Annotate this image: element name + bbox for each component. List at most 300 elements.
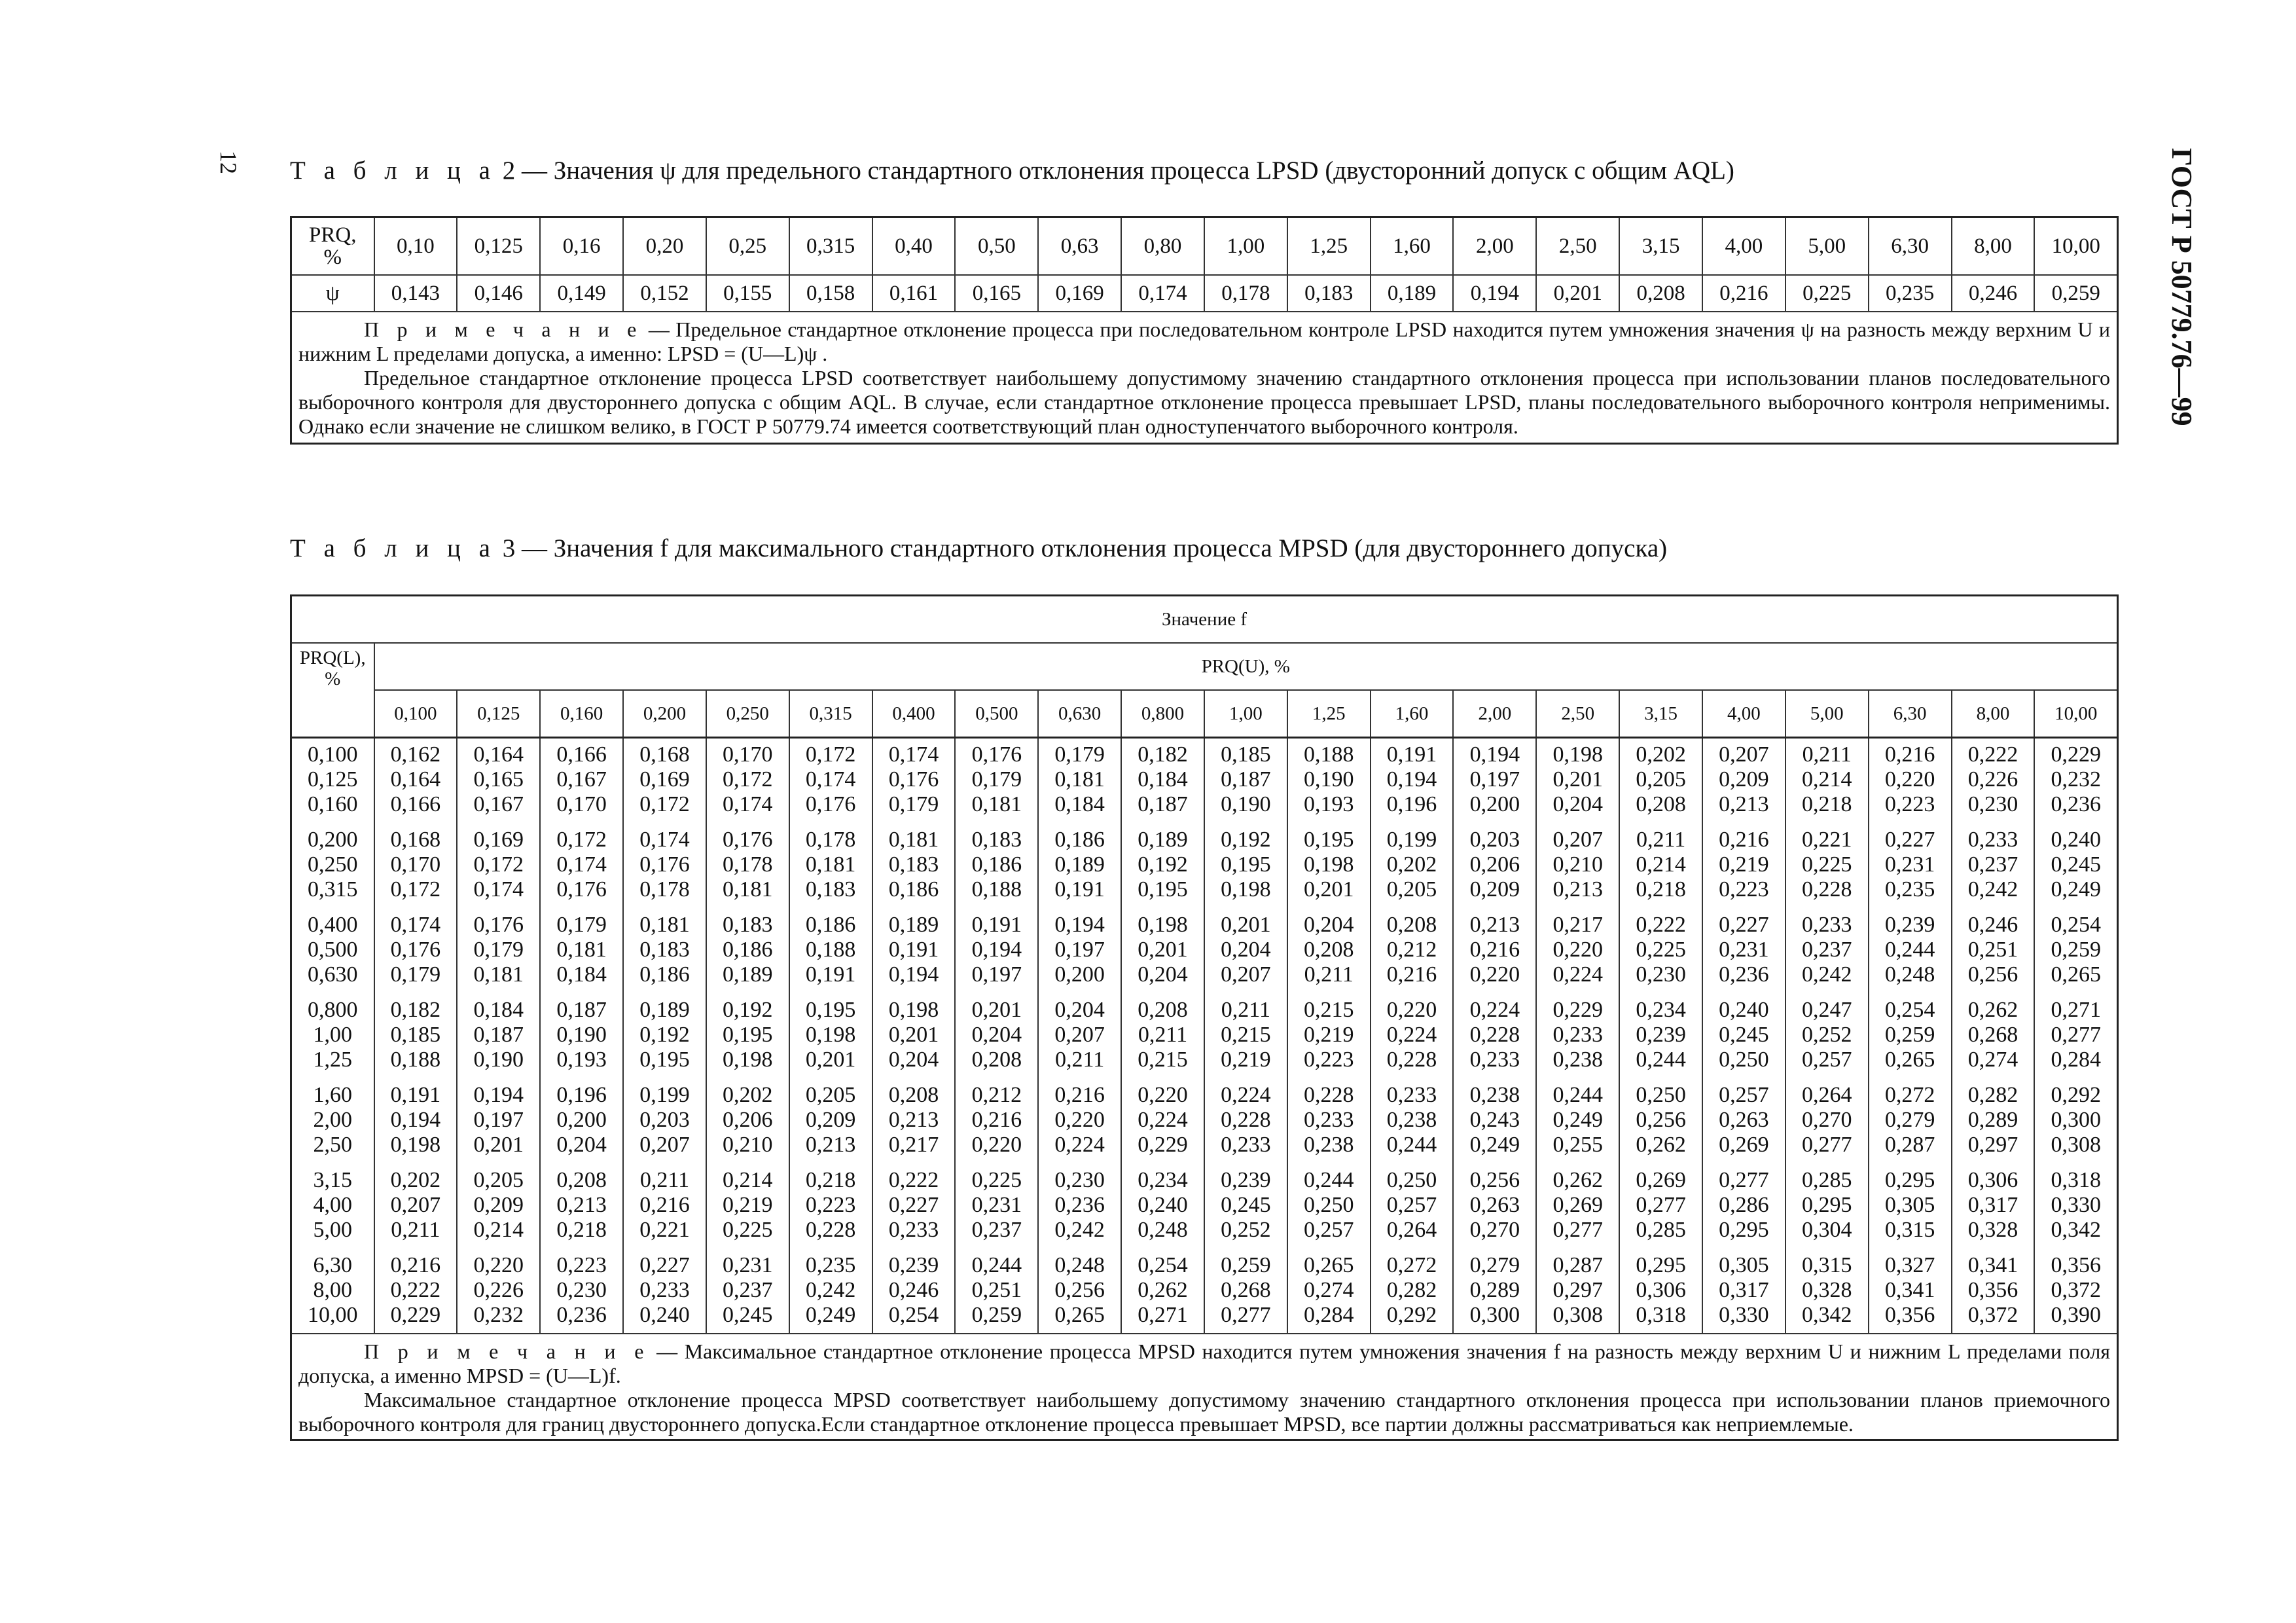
table3-value-cell	[1453, 993, 1536, 1078]
table3-value: 0,211	[1802, 742, 1852, 767]
table3-value-cell	[623, 993, 706, 1078]
table3-value: 0,167	[473, 792, 524, 816]
table3-value: 0,256	[1636, 1108, 1686, 1132]
table3-value-cell	[1371, 1248, 1454, 1334]
table3-prq-label: 0,315	[308, 877, 358, 902]
table3-value: 0,219	[1719, 852, 1769, 877]
table3-value: 0,200	[556, 1108, 607, 1132]
table3-value: 0,213	[805, 1133, 856, 1157]
table3-prq-label: 0,160	[308, 792, 358, 816]
table3-col-cell: 1,25	[1287, 690, 1371, 738]
table3-value-cell	[2034, 822, 2117, 907]
table3-value: 0,285	[1802, 1168, 1852, 1192]
table3-value: 0,289	[1967, 1108, 2018, 1132]
table3-value: 0,231	[1719, 938, 1769, 962]
table3-value: 0,186	[723, 938, 773, 962]
table3-caption-text: 3 — Значения f для максимального стандартного отклонения процесса MPSD (для двустороннего допуска)	[496, 534, 1668, 562]
table3-value: 0,274	[1967, 1048, 2018, 1072]
table3-value: 0,195	[1138, 877, 1188, 902]
table3-value: 0,229	[1138, 1133, 1188, 1157]
table3-value: 0,174	[639, 828, 690, 852]
table3-value-cell	[706, 1078, 789, 1163]
table3-value: 0,216	[639, 1193, 690, 1217]
table3-value: 0,214	[1802, 767, 1852, 792]
table3-value-cell	[1287, 1078, 1371, 1163]
table3-value: 0,356	[1967, 1278, 2018, 1302]
table3-value: 0,198	[390, 1133, 441, 1157]
table3-value: 0,216	[971, 1108, 1022, 1132]
table3-value: 0,189	[1054, 852, 1105, 877]
table3-value-cell	[955, 822, 1038, 907]
table3-value: 0,172	[723, 767, 773, 792]
table3-value-cell	[1619, 1163, 1702, 1248]
table3-value: 0,238	[1303, 1133, 1354, 1157]
table3-value: 0,230	[1054, 1168, 1105, 1192]
table2-caption	[290, 156, 1734, 185]
table3-value: 0,262	[1552, 1168, 1603, 1192]
table3-value: 0,219	[723, 1193, 773, 1217]
table3-value: 0,224	[1552, 962, 1603, 987]
table3-value: 0,231	[1884, 852, 1935, 877]
table2-psi-cell: 0,178	[1204, 275, 1287, 312]
table3-value-cell	[706, 1163, 789, 1248]
table3-value: 0,250	[1719, 1048, 1769, 1072]
table3-value: 0,224	[1221, 1083, 1271, 1107]
table2-prq-cell: 1,60	[1371, 217, 1454, 276]
table3-value-cell	[1453, 822, 1536, 907]
table3-prq-label-cell	[291, 1248, 374, 1334]
table3-value: 0,221	[639, 1218, 690, 1242]
table3-value-cell	[2034, 993, 2117, 1078]
table3-value-cell	[1536, 1163, 1619, 1248]
table3-value: 0,222	[1967, 742, 2018, 767]
table3-value-cell	[1702, 1248, 1785, 1334]
table3-value: 0,211	[1055, 1048, 1105, 1072]
table3-value-cell	[872, 907, 956, 993]
table3-value: 0,197	[1054, 938, 1105, 962]
table3-value: 0,243	[1469, 1108, 1520, 1132]
table3-value: 0,229	[1552, 998, 1603, 1022]
table3-value: 0,207	[1552, 828, 1603, 852]
table3-value: 0,208	[556, 1168, 607, 1192]
table3-value: 0,220	[1386, 998, 1437, 1022]
table3-value: 0,170	[390, 852, 441, 877]
table3-col-cell: 0,160	[540, 690, 623, 738]
table3-value-cell	[706, 822, 789, 907]
table3-value: 0,176	[639, 852, 690, 877]
table3-value-cell	[623, 1248, 706, 1334]
table3-value-cell	[1121, 822, 1204, 907]
table3-value: 0,196	[556, 1083, 607, 1107]
table3-row-group	[291, 1078, 2118, 1163]
table3-value: 0,228	[1303, 1083, 1354, 1107]
table3-value: 0,168	[390, 828, 441, 852]
table3-value: 0,194	[888, 962, 939, 987]
table3-value: 0,170	[723, 742, 773, 767]
table3-value: 0,184	[556, 962, 607, 987]
table3-col-header: PRQ(U), %	[374, 643, 2118, 690]
table3-value: 0,254	[888, 1303, 939, 1327]
table3-value-cell	[955, 738, 1038, 823]
table3-value: 0,223	[556, 1253, 607, 1277]
table3-value-cell	[789, 1248, 872, 1334]
table3-row-group	[291, 738, 2118, 823]
table3-value: 0,208	[1636, 792, 1686, 816]
table3-value: 0,256	[1469, 1168, 1520, 1192]
table3-value-cell	[872, 1078, 956, 1163]
table3-value: 0,195	[1303, 828, 1354, 852]
table2-psi-cell: 0,143	[374, 275, 457, 312]
table3-value: 0,190	[1221, 792, 1271, 816]
table3-value: 0,169	[639, 767, 690, 792]
table3-value-cell	[1287, 993, 1371, 1078]
table3-value: 0,341	[1967, 1253, 2018, 1277]
table3-row-group-line	[291, 1163, 2118, 1248]
table3-value-cell	[540, 1163, 623, 1248]
table3-value-cell	[1785, 822, 1869, 907]
table3-value: 0,215	[1221, 1023, 1271, 1047]
table3-value: 0,192	[723, 998, 773, 1022]
table3-value: 0,295	[1802, 1193, 1852, 1217]
table3-value: 0,176	[723, 828, 773, 852]
table3-value: 0,187	[473, 1023, 524, 1047]
table3-value: 0,265	[1303, 1253, 1354, 1277]
table3-prq-label: 0,630	[308, 962, 358, 987]
table3-value: 0,201	[1303, 877, 1354, 902]
table3-value: 0,249	[1552, 1108, 1603, 1132]
table3-value: 0,252	[1802, 1023, 1852, 1047]
table3-value: 0,227	[639, 1253, 690, 1277]
table3-value: 0,257	[1719, 1083, 1769, 1107]
table3-value-cell	[540, 1078, 623, 1163]
table3-value: 0,176	[473, 913, 524, 937]
table3-value: 0,206	[723, 1108, 773, 1132]
table3-value: 0,256	[1054, 1278, 1105, 1302]
table3-value-cell	[872, 1248, 956, 1334]
table3-col-cell: 6,30	[1869, 690, 1952, 738]
table3-value: 0,203	[639, 1108, 690, 1132]
table3-value-cell	[457, 993, 540, 1078]
table3-value: 0,204	[556, 1133, 607, 1157]
table3-value: 0,277	[1802, 1133, 1852, 1157]
table3-value: 0,287	[1552, 1253, 1603, 1277]
table3-value: 0,262	[1636, 1133, 1686, 1157]
table3-value: 0,190	[556, 1023, 607, 1047]
table3-value: 0,192	[1138, 852, 1188, 877]
table3-value: 0,197	[473, 1108, 524, 1132]
table3-value-cell	[374, 1248, 457, 1334]
table3-value-cell	[789, 738, 872, 823]
table3-value: 0,172	[805, 742, 856, 767]
table3-value: 0,208	[1386, 913, 1437, 937]
table2-prq-cell: 6,30	[1869, 217, 1952, 276]
table3-value: 0,239	[888, 1253, 939, 1277]
table3-value: 0,218	[1636, 877, 1686, 902]
table3-prq-label: 10,00	[308, 1303, 358, 1327]
table3-value: 0,247	[1802, 998, 1852, 1022]
table2-prq-cell: 0,16	[540, 217, 623, 276]
table3-value: 0,183	[805, 877, 856, 902]
table3-value: 0,174	[473, 877, 524, 902]
table3-value: 0,181	[1054, 767, 1105, 792]
table3-value: 0,237	[723, 1278, 773, 1302]
table3-value-cell	[955, 907, 1038, 993]
table3-value-cell	[789, 993, 872, 1078]
table3-value-cell	[1952, 1248, 2035, 1334]
table3-note	[291, 1334, 2118, 1440]
table3-value: 0,330	[2051, 1193, 2101, 1217]
table3-value: 0,181	[805, 852, 856, 877]
table3-prq-label: 5,00	[313, 1218, 352, 1242]
table3-value: 0,191	[971, 913, 1022, 937]
table3-row-group-line	[291, 1248, 2118, 1334]
table3-value: 0,186	[888, 877, 939, 902]
table3-value: 0,183	[971, 828, 1022, 852]
table3-value: 0,216	[1386, 962, 1437, 987]
table3-value-cell	[1038, 993, 1121, 1078]
table3-value-cell	[789, 1163, 872, 1248]
table3-value-header: Значение f	[291, 596, 2118, 644]
table3-value-cell	[1619, 1248, 1702, 1334]
table3-value: 0,227	[888, 1193, 939, 1217]
table3-value-cell	[1619, 1078, 1702, 1163]
table3-value-cell	[872, 738, 956, 823]
table2-prq-cell: 0,10	[374, 217, 457, 276]
table3-value: 0,179	[888, 792, 939, 816]
table3-value: 0,223	[805, 1193, 856, 1217]
table3-value-cell	[1204, 1248, 1287, 1334]
table3-value: 0,220	[1469, 962, 1520, 987]
table2-psi-cell: 0,194	[1453, 275, 1536, 312]
table3-prq-label: 0,125	[308, 767, 358, 792]
table3-value: 0,187	[1221, 767, 1271, 792]
table3-value: 0,233	[1552, 1023, 1603, 1047]
table3-value-cell	[1619, 822, 1702, 907]
table3-value: 0,221	[1802, 828, 1852, 852]
table3-value-cell	[955, 1248, 1038, 1334]
table3-prq-label: 3,15	[313, 1168, 352, 1192]
table2-note-p1: — Предельное стандартное отклонение процесса при последовательном контроле LPSD находится путем умножения значения ψ на разность между верхним U и нижним L пределами допуска, а именно: LPSD = (U—L)ψ .	[298, 318, 2110, 365]
table3-value-cell	[2034, 907, 2117, 993]
table3-value-cell	[1869, 993, 1952, 1078]
table3-value: 0,182	[390, 998, 441, 1022]
table3-value: 0,244	[1552, 1083, 1603, 1107]
table3-value: 0,204	[1221, 938, 1271, 962]
table3-value-cell	[374, 822, 457, 907]
table3-caption-prefix: Т а б л и ц а	[290, 534, 496, 562]
table3-value: 0,233	[1967, 828, 2018, 852]
table3-value: 0,189	[1138, 828, 1188, 852]
table3-value: 0,213	[1469, 913, 1520, 937]
table3-value: 0,168	[639, 742, 690, 767]
table3-value-cell	[1702, 822, 1785, 907]
table3-value: 0,198	[1552, 742, 1603, 767]
table3-value: 0,268	[1221, 1278, 1271, 1302]
table3-prq-label: 4,00	[313, 1193, 352, 1217]
table3-value: 0,236	[2051, 792, 2101, 816]
table3-value: 0,217	[1552, 913, 1603, 937]
table3-value-cell	[1038, 1248, 1121, 1334]
table3-value: 0,390	[2051, 1303, 2101, 1327]
table3-value: 0,204	[971, 1023, 1022, 1047]
table3-value: 0,179	[390, 962, 441, 987]
table3-prq-label: 0,500	[308, 938, 358, 962]
table3-value: 0,189	[723, 962, 773, 987]
table3-value-cell	[374, 738, 457, 823]
table3-value: 0,217	[888, 1133, 939, 1157]
table3-value: 0,193	[556, 1048, 607, 1072]
table3-value-cell	[955, 1163, 1038, 1248]
table3-value: 0,202	[723, 1083, 773, 1107]
table2-prq-cell: 0,63	[1038, 217, 1121, 276]
table3-value-cell	[1204, 1078, 1287, 1163]
table3-value: 0,249	[2051, 877, 2101, 902]
table3-value: 0,237	[1802, 938, 1852, 962]
table3-value-cell	[1869, 907, 1952, 993]
table3-value: 0,295	[1719, 1218, 1769, 1242]
table3-value: 0,201	[1138, 938, 1188, 962]
table3-prq-label: 0,800	[308, 998, 358, 1022]
table3-value-cell	[457, 1163, 540, 1248]
table3-value: 0,246	[888, 1278, 939, 1302]
table3-value-cell	[1785, 738, 1869, 823]
table3-value: 0,289	[1469, 1278, 1520, 1302]
table2-prq-cell: 0,40	[872, 217, 956, 276]
table3-value: 0,197	[1469, 767, 1520, 792]
table2-note-word: П р и м е ч а н и е	[364, 318, 643, 341]
table3-value: 0,277	[2051, 1023, 2101, 1047]
table3-value: 0,188	[390, 1048, 441, 1072]
table3-prq-label: 1,25	[313, 1048, 352, 1072]
table3-value: 0,254	[1138, 1253, 1188, 1277]
table3-value: 0,198	[723, 1048, 773, 1072]
table3-col-cell: 0,125	[457, 690, 540, 738]
table3-value: 0,208	[971, 1048, 1022, 1072]
table3-value: 0,269	[1636, 1168, 1686, 1192]
table3-value: 0,356	[2051, 1253, 2101, 1277]
table3-value: 0,222	[1636, 913, 1686, 937]
table3-value: 0,197	[971, 962, 1022, 987]
table3-value: 0,198	[888, 998, 939, 1022]
table3-value: 0,233	[1221, 1133, 1271, 1157]
table3-value: 0,216	[1719, 828, 1769, 852]
table2-psi-cell: 0,189	[1371, 275, 1454, 312]
table3-value-cell	[1952, 907, 2035, 993]
table3-value-cell	[1287, 907, 1371, 993]
table3-value-cell	[706, 907, 789, 993]
table3-value-cell	[872, 993, 956, 1078]
table3-value: 0,244	[1636, 1048, 1686, 1072]
table3-value-cell	[1038, 822, 1121, 907]
table3-value-cell	[1121, 1248, 1204, 1334]
table3-value: 0,204	[1138, 962, 1188, 987]
table2-psi-cell: 0,225	[1785, 275, 1869, 312]
table3-value-cell	[1619, 738, 1702, 823]
table2-psi-cell: 0,165	[955, 275, 1038, 312]
table3-value: 0,188	[805, 938, 856, 962]
table3-value: 0,286	[1719, 1193, 1769, 1217]
table3-row-group	[291, 1248, 2118, 1334]
table3-value-cell	[1536, 1078, 1619, 1163]
table3-value-cell	[2034, 1163, 2117, 1248]
table2-note	[291, 312, 2118, 444]
table3-value-cell	[1371, 993, 1454, 1078]
table3	[290, 594, 2119, 1441]
table3-col-cell: 8,00	[1952, 690, 2035, 738]
table3-value: 0,227	[1719, 913, 1769, 937]
table3-prq-label: 0,250	[308, 852, 358, 877]
table3-value-cell	[1287, 822, 1371, 907]
table3-col-cell: 5,00	[1785, 690, 1869, 738]
table3-value: 0,263	[1719, 1108, 1769, 1132]
table3-value: 0,233	[1802, 913, 1852, 937]
table3-value-cell	[2034, 1078, 2117, 1163]
table3-col-cell: 4,00	[1702, 690, 1785, 738]
table2-psi-cell: 0,174	[1121, 275, 1204, 312]
table3-value: 0,205	[1386, 877, 1437, 902]
table3-value: 0,254	[1884, 998, 1935, 1022]
table3-col-cell: 0,250	[706, 690, 789, 738]
table2-prq-cell: 5,00	[1785, 217, 1869, 276]
table3-note-p1: — Максимальное стандартное отклонение процесса MPSD находится путем умножения значения f на разность между верхним U и нижним L пределами поля допуска, а именно MPSD = (U—L)f.	[298, 1340, 2111, 1387]
table3-value: 0,232	[473, 1303, 524, 1327]
table3-value: 0,244	[1884, 938, 1935, 962]
table3-value: 0,178	[639, 877, 690, 902]
table3-value: 0,194	[971, 938, 1022, 962]
table3-value: 0,292	[2051, 1083, 2101, 1107]
table3-value: 0,254	[2051, 913, 2101, 937]
table3-value: 0,195	[639, 1048, 690, 1072]
table3-value-cell	[1371, 822, 1454, 907]
table3-value: 0,251	[971, 1278, 1022, 1302]
table3-value: 0,174	[805, 767, 856, 792]
table3-value: 0,342	[1802, 1303, 1852, 1327]
table3-value: 0,178	[805, 828, 856, 852]
table3-value: 0,214	[473, 1218, 524, 1242]
table3-value: 0,240	[2051, 828, 2101, 852]
table3-value: 0,248	[1054, 1253, 1105, 1277]
table3-value: 0,220	[971, 1133, 1022, 1157]
table3-note-word: П р и м е ч а н и е	[364, 1340, 650, 1363]
table3-value: 0,191	[1054, 877, 1105, 902]
table3-value: 0,191	[888, 938, 939, 962]
table3-row-header: PRQ(L), %	[291, 643, 374, 738]
table3-value: 0,285	[1636, 1218, 1686, 1242]
table3-value-cell	[1536, 822, 1619, 907]
table3-value: 0,211	[639, 1168, 690, 1192]
table3-value: 0,169	[473, 828, 524, 852]
table3-value-cell	[1536, 907, 1619, 993]
table3-value: 0,204	[1552, 792, 1603, 816]
table3-value-cell	[1453, 1163, 1536, 1248]
table3-value: 0,277	[1636, 1193, 1686, 1217]
table3-value: 0,220	[473, 1253, 524, 1277]
table3-value-cell	[457, 822, 540, 907]
table2-prq-cell: 10,00	[2034, 217, 2117, 276]
table3-value: 0,300	[1469, 1303, 1520, 1327]
table3-value: 0,248	[1138, 1218, 1188, 1242]
table3-value: 0,264	[1386, 1218, 1437, 1242]
table3-value: 0,209	[1719, 767, 1769, 792]
table3-value: 0,225	[1636, 938, 1686, 962]
table3-value-cell	[540, 1248, 623, 1334]
table3-value: 0,200	[1469, 792, 1520, 816]
table3-value: 0,176	[888, 767, 939, 792]
table3-value: 0,207	[639, 1133, 690, 1157]
table2-psi-cell: 0,161	[872, 275, 956, 312]
table3-value: 0,308	[1552, 1303, 1603, 1327]
table3-value-cell	[1287, 1248, 1371, 1334]
